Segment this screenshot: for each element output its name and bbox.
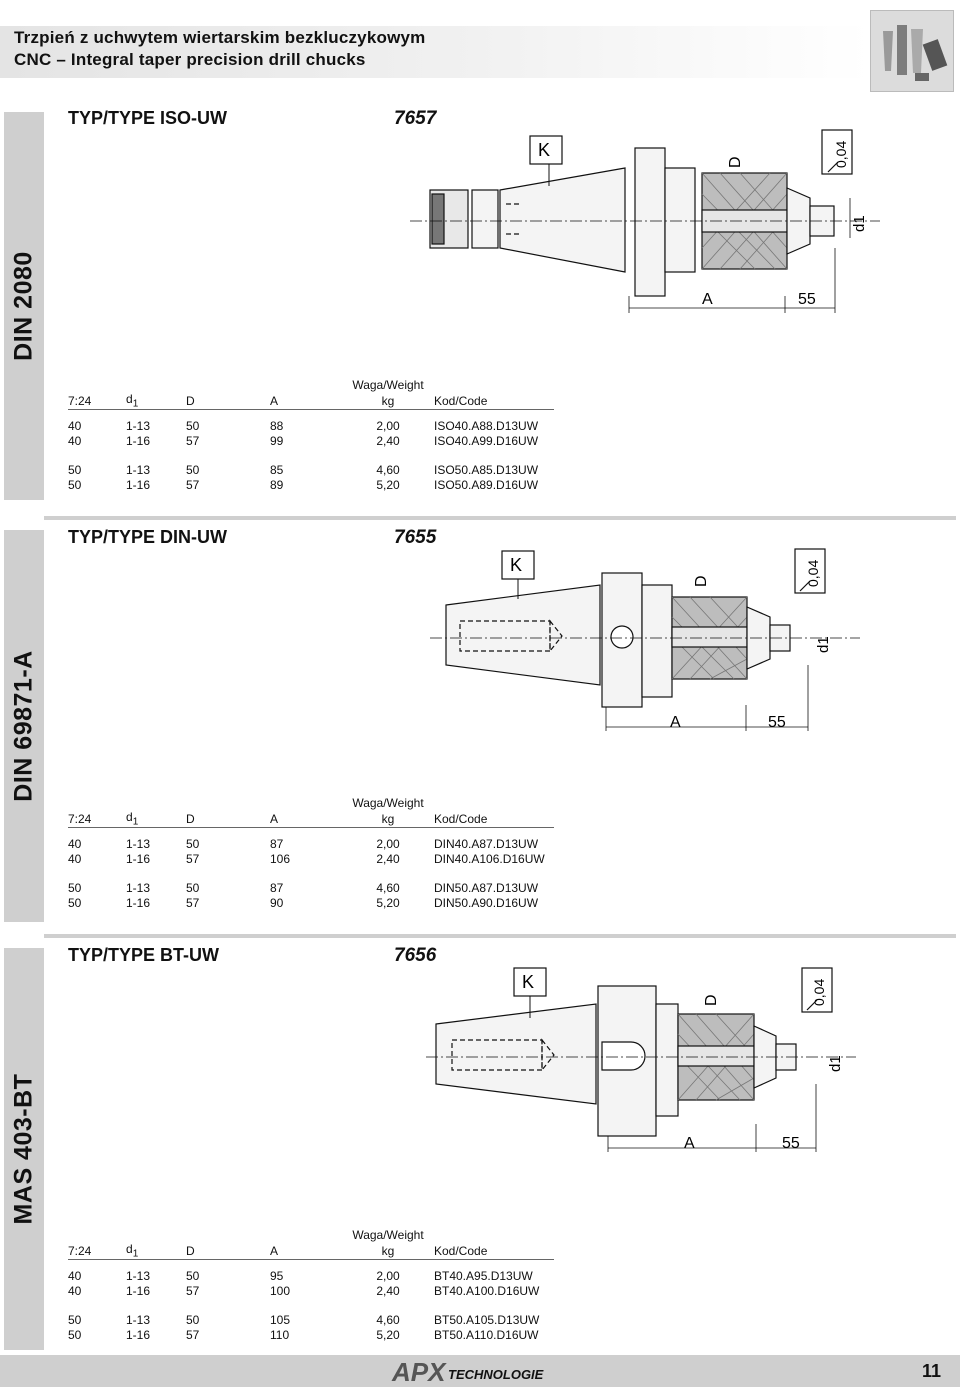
type-title: TYP/TYPE ISO-UW	[68, 108, 228, 128]
col-weight-top: Waga/Weight	[352, 795, 424, 810]
col-d: D	[186, 810, 270, 828]
spec-table-iso	[68, 377, 554, 492]
title-polish: Trzpień z uchwytem wiertarskim bezkluczykowym	[14, 28, 426, 47]
table-row: 40 1-13 50 88 2,00 ISO40.A88.D13UW	[68, 418, 539, 433]
col-kg: kg	[342, 1242, 434, 1260]
standard-label: DIN 2080	[9, 251, 38, 361]
col-weight-top: Waga/Weight	[352, 1227, 424, 1242]
label-k: K	[510, 555, 523, 575]
table-row: 40 1-13 50 95 2,00 BT40.A95.D13UW	[68, 1268, 533, 1283]
col-code: Kod/Code	[434, 1242, 554, 1260]
page-footer	[0, 1355, 960, 1387]
section-divider	[44, 934, 956, 938]
col-code: Kod/Code	[434, 392, 554, 410]
col-weight-top: Waga/Weight	[352, 377, 424, 392]
col-kg: kg	[342, 810, 434, 828]
label-k: K	[522, 972, 535, 992]
table-row: 50 1-13 50 87 4,60 DIN50.A87.D13UW	[68, 880, 539, 895]
product-photo	[870, 10, 954, 92]
brand-technologie: TECHNOLOGIE	[448, 1367, 544, 1382]
col-taper: 7:24	[68, 392, 126, 410]
label-a: A	[670, 714, 681, 731]
label-k: K	[538, 140, 551, 160]
title-english: CNC – Integral taper precision drill chucks	[14, 50, 366, 69]
type-code: 7657	[394, 108, 437, 129]
table-row: 40 1-16 57 100 2,40 BT40.A100.D16UW	[68, 1283, 540, 1298]
col-taper: 7:24	[68, 1242, 126, 1260]
label-d1: d1	[815, 636, 832, 653]
col-kg: kg	[342, 392, 434, 410]
type-title: TYP/TYPE BT-UW	[68, 945, 220, 965]
table-row: 40 1-13 50 87 2,00 DIN40.A87.D13UW	[68, 836, 539, 851]
col-a: A	[270, 810, 342, 828]
type-code: 7656	[394, 945, 437, 966]
label-55: 55	[768, 714, 786, 731]
label-d1: d1	[827, 1055, 844, 1072]
standard-label: MAS 403-BT	[9, 1073, 38, 1225]
standard-tab-mas403	[4, 948, 44, 1350]
label-a: A	[702, 291, 713, 308]
spec-table-bt	[68, 1227, 554, 1342]
col-d1: $d_1$	[126, 1242, 186, 1260]
standard-tab-din2080	[4, 112, 44, 500]
section-divider	[44, 516, 956, 520]
table-row: 40 1-16 57 106 2,40 DIN40.A106.D16UW	[68, 851, 545, 866]
label-a: A	[684, 1135, 695, 1152]
col-a: A	[270, 392, 342, 410]
col-a: A	[270, 1242, 342, 1260]
label-55: 55	[782, 1135, 800, 1152]
table-row: 50 1-13 50 105 4,60 BT50.A105.D13UW	[68, 1312, 540, 1327]
label-tolerance: 0,04	[805, 559, 821, 587]
type-code: 7655	[394, 527, 437, 548]
spec-table-din	[68, 795, 554, 910]
type-title: TYP/TYPE DIN-UW	[68, 527, 228, 547]
col-d1: $d_1$	[126, 392, 186, 410]
standard-label: DIN 69871-A	[9, 650, 38, 802]
technical-drawing-din	[430, 545, 860, 735]
label-tolerance: 0,04	[811, 978, 827, 1006]
table-row: 50 1-13 50 85 4,60 ISO50.A85.D13UW	[68, 462, 539, 477]
page-number: 11	[922, 1361, 942, 1381]
table-row: 50 1-16 57 89 5,20 ISO50.A89.D16UW	[68, 477, 539, 492]
label-tolerance: 0,04	[833, 140, 849, 168]
col-d1: $d_1$	[126, 810, 186, 828]
col-d: D	[186, 392, 270, 410]
label-d: D	[727, 156, 744, 168]
label-d1: d1	[851, 215, 868, 232]
standard-tab-din69871	[4, 530, 44, 922]
label-55: 55	[798, 291, 816, 308]
technical-drawing-iso	[410, 128, 880, 328]
table-row: 50 1-16 57 110 5,20 BT50.A110.D16UW	[68, 1327, 539, 1342]
col-d: D	[186, 1242, 270, 1260]
col-code: Kod/Code	[434, 810, 554, 828]
col-taper: 7:24	[68, 810, 126, 828]
technical-drawing-bt	[426, 964, 856, 1154]
table-row: 50 1-16 57 90 5,20 DIN50.A90.D16UW	[68, 895, 539, 910]
label-d: D	[693, 575, 710, 587]
apx-logo: APX	[392, 1357, 446, 1387]
label-d: D	[703, 994, 720, 1006]
page-header	[0, 0, 960, 96]
table-row: 40 1-16 57 99 2,40 ISO40.A99.D16UW	[68, 433, 539, 448]
